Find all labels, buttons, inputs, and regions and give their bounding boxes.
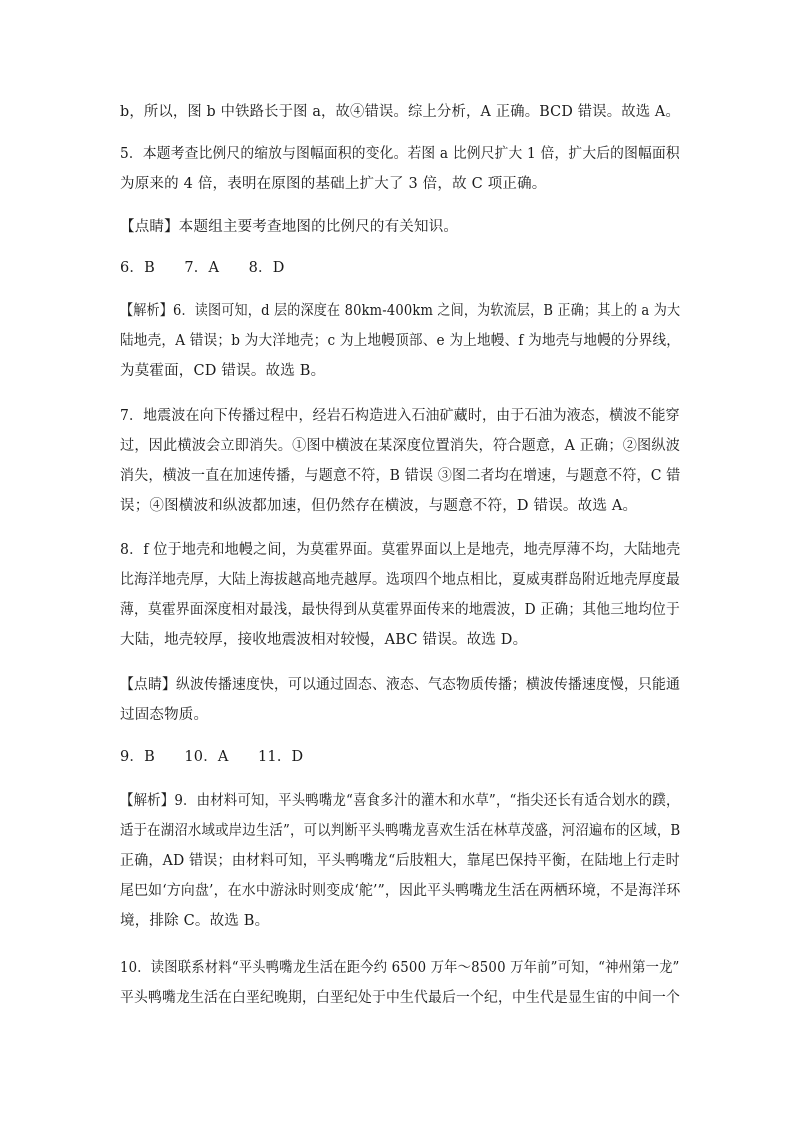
text-line: 消失，横波一直在加速传播，与题意不符，B 错误 ③图二者均在增速，与题意不符，C 错 (120, 468, 681, 484)
text-line: 陆地壳，A 错误；b 为大洋地壳；c 为上地幔顶部、e 为上地幔、f 为地壳与地幔的分界线， (120, 333, 681, 349)
text-line: 大陆，地壳较厚，接收地震波相对较慢，ABC 错误。故选 D。 (120, 632, 528, 648)
text-line: 5．本题考查比例尺的缩放与图幅面积的变化。若图 a 比例尺扩大 1 倍，扩大后的图幅面积 (120, 146, 680, 162)
paragraph-continuation (120, 97, 680, 127)
text-line: b，所以，图 b 中铁路长于图 a，故④错误。综上分析，A 正确。BCD 错误。故选 A。 (120, 104, 680, 120)
paragraph-answers-9-11 (120, 742, 680, 772)
text-line: 过固态物质。 (120, 707, 209, 723)
text-line: 6．B 7．A 8．D (120, 260, 285, 276)
text-line: 误；④图横波和纵波都加速，但仍然存在横波，与题意不符，D 错误。故选 A。 (120, 498, 638, 514)
text-line: 【解析】9．由材料可知，平头鸭嘴龙“喜食多汁的灌木和水草”，“指尖还长有适合划水的蹼， (120, 793, 680, 809)
text-line: 过，因此横波会立即消失。①图中横波在某深度位置消失，符合题意，A 正确；②图纵波 (120, 438, 681, 454)
paragraph-analysis-7 (120, 401, 680, 521)
paragraph-analysis-9 (120, 786, 680, 936)
text-line: 10．读图联系材料“平头鸭嘴龙生活在距今约 6500 万年～8500 万年前”可知，“神州第一龙” (120, 960, 680, 976)
paragraph-analysis-8 (120, 535, 680, 655)
text-line: 【点睛】纵波传播速度快，可以通过固态、液态、气态物质传播；横波传播速度慢，只能通 (120, 677, 681, 693)
text-line: 【解析】6．读图可知，d 层的深度在 80km-400km 之间，为软流层，B 正确；其上的 a 为大 (120, 303, 681, 319)
text-line: 薄，莫霍界面深度相对最浅，最快得到从莫霍界面传来的地震波，D 正确；其他三地均位于 (120, 602, 680, 618)
text-line: 适于在湖沼水域或岸边生活”，可以判断平头鸭嘴龙喜欢生活在林草茂盛，河沼遍布的区域，B (120, 823, 681, 839)
paragraph-dianjing-2 (120, 670, 680, 730)
paragraph-answers-6-8 (120, 253, 680, 283)
paragraph-analysis-10 (120, 953, 680, 1013)
paragraph-analysis-6 (120, 296, 680, 386)
text-line: 尾巴如‘方向盘’，在水中游泳时则变成‘舵’”，因此平头鸭嘴龙生活在两栖环境，不是海洋环 (120, 883, 681, 899)
text-line: 9．B 10．A 11．D (120, 749, 304, 765)
text-line: 为原来的 4 倍，表明在原图的基础上扩大了 3 倍，故 C 项正确。 (120, 176, 547, 192)
text-line: 【点睛】本题组主要考查地图的比例尺的有关知识。 (120, 219, 459, 235)
text-line: 境，排除 C。故选 B。 (120, 913, 270, 929)
text-line: 8．f 位于地壳和地幔之间，为莫霍界面。莫霍界面以上是地壳，地壳厚薄不均，大陆地壳 (120, 542, 681, 558)
text-line: 为莫霍面，CD 错误。故选 B。 (120, 363, 326, 379)
paragraph-answer-5 (120, 139, 680, 199)
text-line: 正确，AD 错误；由材料可知，平头鸭嘴龙“后肢粗大，靠尾巴保持平衡，在陆地上行走时 (120, 853, 680, 869)
text-line: 比海洋地壳厚，大陆上海拔越高地壳越厚。选项四个地点相比，夏威夷群岛附近地壳厚度最 (120, 572, 681, 588)
paragraph-dianjing-1 (120, 212, 680, 242)
text-line: 7．地震波在向下传播过程中，经岩石构造进入石油矿藏时，由于石油为液态，横波不能穿 (120, 408, 680, 424)
text-line: 平头鸭嘴龙生活在白垩纪晚期，白垩纪处于中生代最后一个纪，中生代是显生宙的中间一个 (120, 990, 681, 1006)
